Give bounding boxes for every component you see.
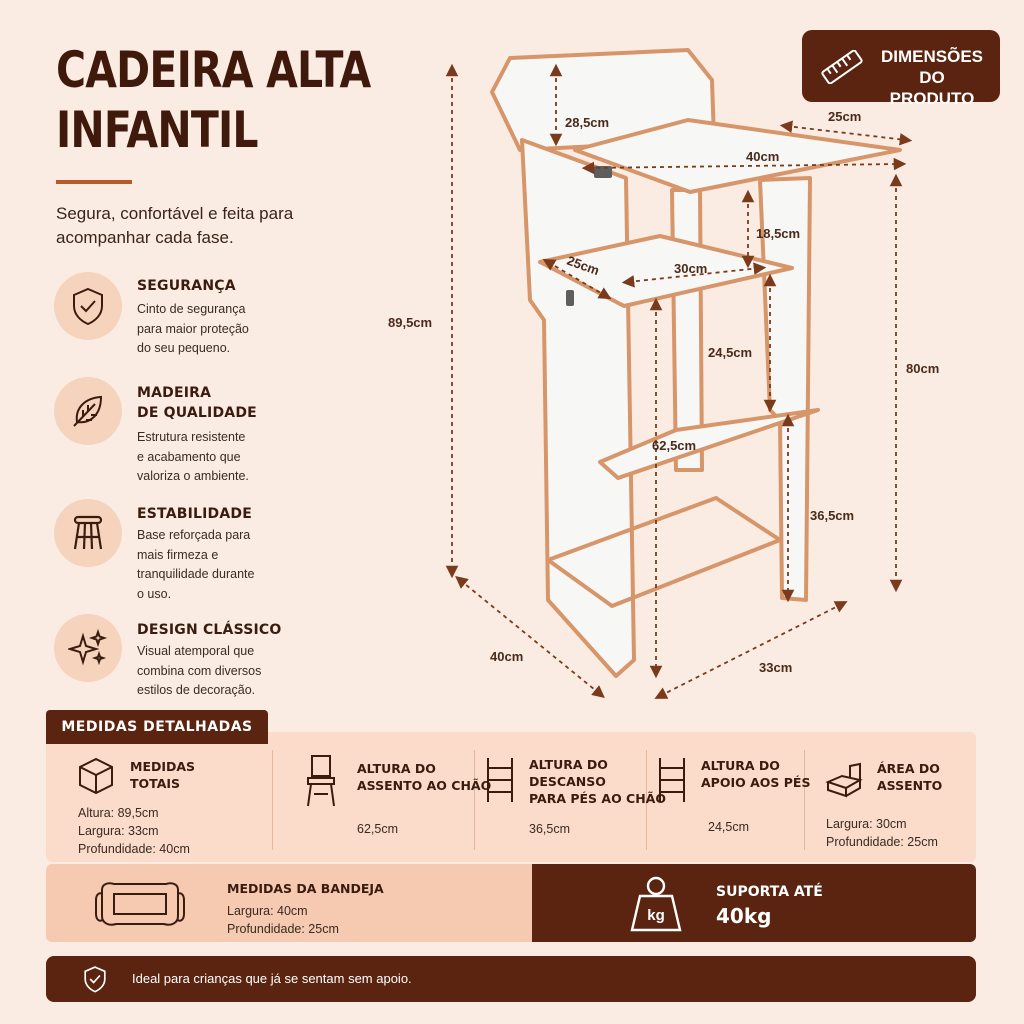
dim-height-80: 80cm bbox=[906, 361, 940, 376]
dim-footrest-height: 36,5cm bbox=[810, 508, 855, 523]
subtitle: Segura, confortável e feita para acompanhar cada fase. bbox=[56, 204, 294, 247]
measure-value: 62,5cm bbox=[357, 822, 398, 836]
badge-line1: DIMENSÕES bbox=[880, 47, 984, 66]
shield-check-icon bbox=[54, 272, 122, 340]
dim-seat-width: 30cm bbox=[674, 261, 708, 276]
feature-desc: Cinto de segurança para maior proteção do seu pequeno. bbox=[137, 302, 249, 355]
tray-head: MEDIDAS DA BANDEJA bbox=[227, 881, 384, 896]
feature-quality bbox=[54, 377, 122, 445]
feature-title: DESIGN CLÁSSICO bbox=[137, 622, 282, 638]
chair-icon bbox=[302, 752, 342, 808]
dim-tray-depth: 25cm bbox=[828, 109, 862, 124]
tray-icon bbox=[92, 880, 188, 930]
shield-check-icon bbox=[82, 965, 108, 993]
measure-head: MEDIDAS TOTAIS bbox=[130, 759, 196, 791]
feature-desc: Visual atemporal que combina com diversos estilos de decoração. bbox=[137, 644, 262, 697]
dim-tray-width: 40cm bbox=[746, 149, 780, 164]
seat-icon bbox=[824, 758, 864, 798]
tray-values: Largura: 40cm Profundidade: 25cm bbox=[227, 904, 339, 936]
measure-value: 36,5cm bbox=[529, 822, 570, 836]
dim-seat-height: 62,5cm bbox=[652, 438, 697, 453]
footer-note bbox=[46, 956, 976, 1002]
weight-support bbox=[532, 864, 976, 942]
feature-design bbox=[54, 614, 122, 682]
stool-icon bbox=[54, 499, 122, 567]
dim-base-depth: 40cm bbox=[490, 649, 524, 664]
chair-illustration bbox=[380, 40, 960, 720]
dim-backrest: 28,5cm bbox=[565, 115, 610, 130]
weight-icon-label: kg bbox=[647, 907, 665, 924]
feature-title: ESTABILIDADE bbox=[137, 506, 252, 522]
dim-seat-to-footrest: 24,5cm bbox=[708, 345, 753, 360]
feature-stability bbox=[54, 499, 122, 567]
feature-desc: Estrutura resistente e acabamento que valoriza o ambiente. bbox=[137, 430, 249, 483]
feature-desc: Base reforçada para mais firmeza e tranquilidade durante o uso. bbox=[137, 528, 255, 601]
measure-head: ALTURA DO ASSENTO AO CHÃO bbox=[357, 761, 492, 793]
dim-total-height: 89,5cm bbox=[388, 315, 433, 330]
measure-head: ALTURA DO APOIO AOS PÉS bbox=[701, 758, 811, 790]
detailed-measures-tab: MEDIDAS DETALHADAS bbox=[46, 710, 268, 744]
measure-values: Largura: 30cm Profundidade: 25cm bbox=[826, 817, 938, 849]
measure-value: 24,5cm bbox=[708, 820, 749, 834]
divider bbox=[272, 750, 273, 850]
feature-title: SEGURANÇA bbox=[137, 278, 236, 294]
footer-text: Ideal para crianças que já se sentam sem apoio. bbox=[132, 971, 412, 986]
box-icon bbox=[76, 756, 116, 796]
measure-head: ALTURA DO DESCANSO PARA PÉS AO CHÃO bbox=[529, 757, 666, 806]
feature-security bbox=[54, 272, 122, 340]
measure-head: ÁREA DO ASSENTO bbox=[877, 761, 943, 793]
ladder-icon bbox=[484, 756, 516, 804]
feature-title: MADEIRA DE QUALIDADE bbox=[137, 385, 257, 421]
dim-seat-depth: 25cm bbox=[564, 252, 602, 279]
support-line1: SUPORTA ATÉ bbox=[716, 884, 823, 900]
badge-line2: DO PRODUTO bbox=[889, 68, 975, 108]
dim-base-width: 33cm bbox=[759, 660, 793, 675]
leaf-icon bbox=[54, 377, 122, 445]
title-divider bbox=[56, 180, 132, 184]
page-title: CADEIRA ALTA INFANTIL bbox=[56, 41, 371, 159]
measure-values: Altura: 89,5cm Largura: 33cm Profundidade: 40cm bbox=[78, 806, 190, 856]
sparkles-icon bbox=[54, 614, 122, 682]
support-line2: 40kg bbox=[716, 904, 772, 928]
dim-tray-to-seat: 18,5cm bbox=[756, 226, 801, 241]
weight-icon bbox=[628, 874, 684, 934]
ladder-icon bbox=[656, 756, 688, 804]
